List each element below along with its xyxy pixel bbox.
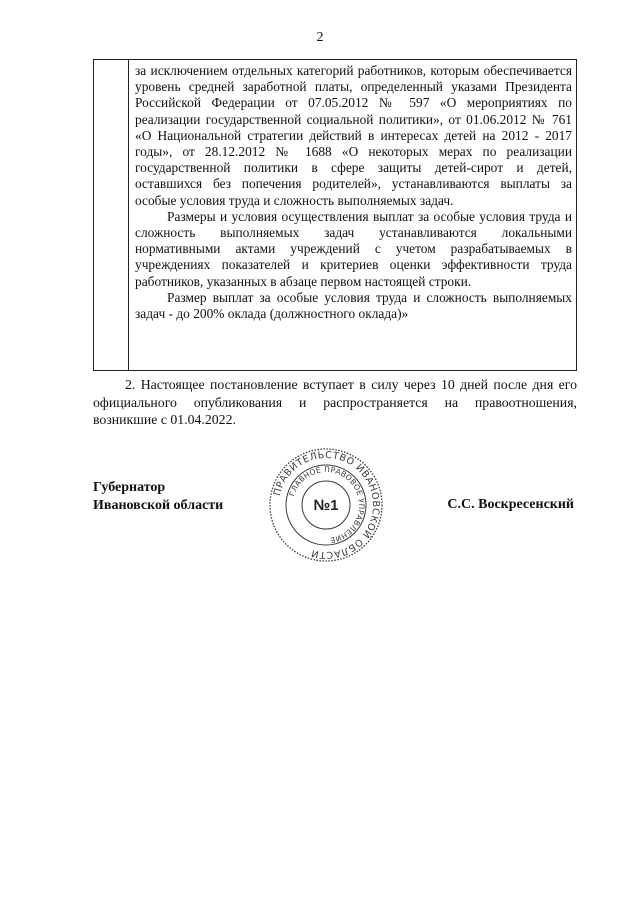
seal-outer-text: ПРАВИТЕЛЬСТВО ИВАНОВСКОЙ ОБЛАСТИ — [271, 449, 382, 561]
page-number: 2 — [316, 30, 324, 45]
official-seal — [268, 447, 384, 563]
amendment-paragraph-1: за исключением отдельных категорий работников, которым обеспечивается уровень средней заработной платы, определенный указами Президента Российской Федерации от 07.05.2012 № 597 «О мероприятиях по реализации государственной социальной политики», от 01.06.2012 № 761 «О Национальной стратегии действий в интересах детей на 2012 - 2017 годы», от 28.12.2012 № 1688 «О некоторых мерах по реализации государственной политики в сфере защиты детей-сирот и детей, оставшихся без попечения родителей», устанавливаются выплаты за особые условия труда и сложность выполняемых задач. — [135, 63, 572, 208]
seal-number: №1 — [313, 497, 339, 514]
clause-2-text: 2. Настоящее постановление вступает в силу через 10 дней после дня его официального опубликования и распространяется на правоотношения, возникшие с 01.04.2022. — [93, 377, 577, 427]
signer-name: С.С. Воскресенский — [447, 497, 574, 512]
amendment-paragraph-3: Размер выплат за особые условия труда и сложность выполняемых задач - до 200% оклада (должностного оклада)» — [135, 289, 572, 322]
signer-title — [93, 479, 223, 515]
signer-title-line-1: Губернатор — [93, 480, 166, 495]
seal-inner-text: ГЛАВНОЕ ПРАВОВОЕ УПРАВЛЕНИЕ — [287, 464, 367, 545]
amendment-paragraph-2: Размеры и условия осуществления выплат за особые условия труда и сложность выполняемых задач устанавливаются локальными нормативными актами учреждений с учетом разрабатываемых в учреждениях показателей и критериев оценки эффективности труда работников, указанных в абзаце первом настоящей строки. — [135, 208, 572, 289]
amendment-table — [93, 59, 577, 371]
amendment-text-cell — [135, 63, 572, 322]
table-column-divider — [128, 60, 129, 370]
signer-title-line-2: Ивановской области — [93, 498, 224, 513]
